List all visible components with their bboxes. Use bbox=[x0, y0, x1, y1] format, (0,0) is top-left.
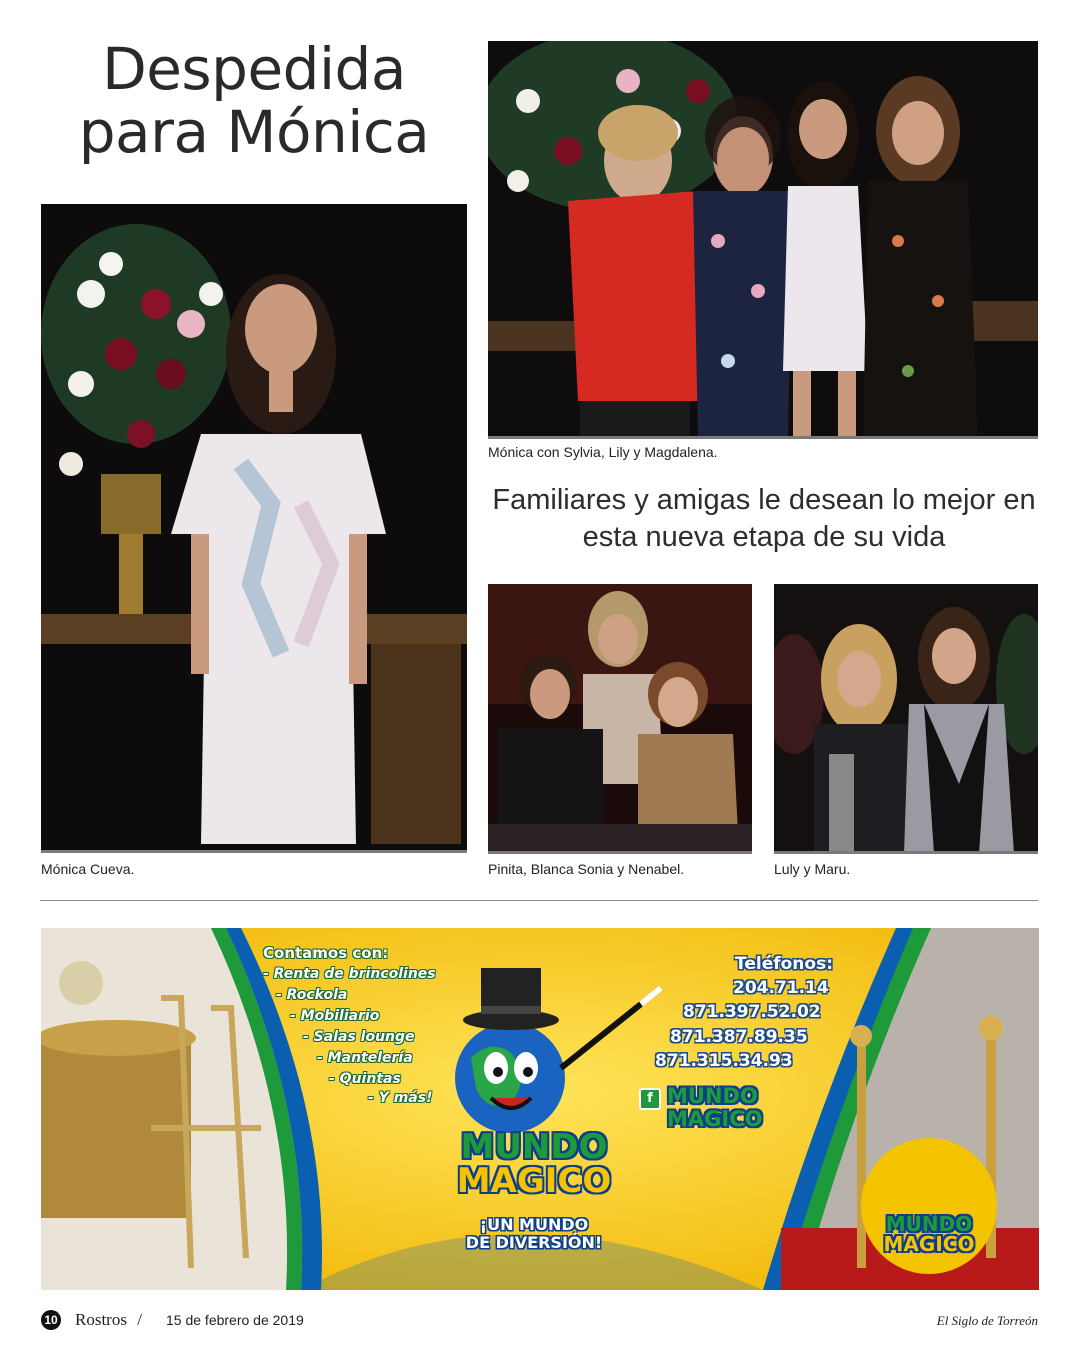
publication-date: 15 de febrero de 2019 bbox=[166, 1312, 304, 1328]
service-item: - Quintas bbox=[329, 1071, 401, 1087]
section-divider bbox=[40, 900, 1038, 901]
phone-number: 871.397.52.02 bbox=[683, 1002, 821, 1022]
facebook-page-name: MUNDO MAGICO bbox=[667, 1084, 763, 1132]
service-item: - Salas lounge bbox=[303, 1029, 415, 1045]
service-item: - Mobiliario bbox=[290, 1008, 380, 1024]
page-number: 10 bbox=[41, 1310, 61, 1330]
brand-logo: MUNDO MAGICO bbox=[456, 1127, 612, 1201]
service-item: - Mantelería bbox=[317, 1050, 413, 1066]
phone-number: 871.387.89.35 bbox=[670, 1027, 808, 1047]
phone-number: 204.71.14 bbox=[733, 978, 829, 998]
photo-group-four bbox=[488, 41, 1038, 439]
phones-title: Teléfonos: bbox=[735, 954, 833, 974]
photo-caption-1: Mónica Cueva. bbox=[41, 861, 135, 877]
title-line-2: para Mónica bbox=[78, 97, 430, 166]
sign-logo: MUNDO MAGICO bbox=[883, 1212, 975, 1256]
phone-number: 871.315.34.93 bbox=[655, 1051, 793, 1071]
photo-caption-2: Mónica con Sylvia, Lily y Magdalena. bbox=[488, 444, 718, 460]
services-title: Contamos con: bbox=[263, 944, 389, 962]
page-title bbox=[40, 35, 468, 166]
service-item: - Y más! bbox=[368, 1090, 433, 1106]
photo-two-women bbox=[774, 584, 1038, 854]
photo-monica-cueva bbox=[41, 204, 467, 853]
section-name: Rostros / bbox=[75, 1310, 142, 1329]
advertisement-mundo-magico bbox=[41, 928, 1039, 1290]
subheadline: Familiares y amigas le desean lo mejor en esta nueva etapa de su vida bbox=[492, 484, 1036, 553]
photo-group-four-image bbox=[488, 41, 1038, 439]
photo-three-women bbox=[488, 584, 752, 854]
brand-tagline: ¡UN MUNDO DE DIVERSIÓN! bbox=[465, 1215, 603, 1252]
service-item: - Renta de brincolines bbox=[263, 966, 436, 982]
section-separator: / bbox=[137, 1310, 142, 1329]
title-line-1: Despedida bbox=[102, 35, 406, 103]
facebook-icon: f bbox=[639, 1088, 661, 1110]
photo-caption-4: Luly y Maru. bbox=[774, 861, 851, 877]
service-item: - Rockola bbox=[276, 987, 348, 1003]
photo-three-women-image bbox=[488, 584, 752, 854]
newspaper-name: El Siglo de Torreón bbox=[936, 1313, 1038, 1328]
photo-caption-3: Pinita, Blanca Sonia y Nenabel. bbox=[488, 861, 685, 877]
photo-two-women-image bbox=[774, 584, 1038, 854]
photo-monica-cueva-image bbox=[41, 204, 467, 853]
